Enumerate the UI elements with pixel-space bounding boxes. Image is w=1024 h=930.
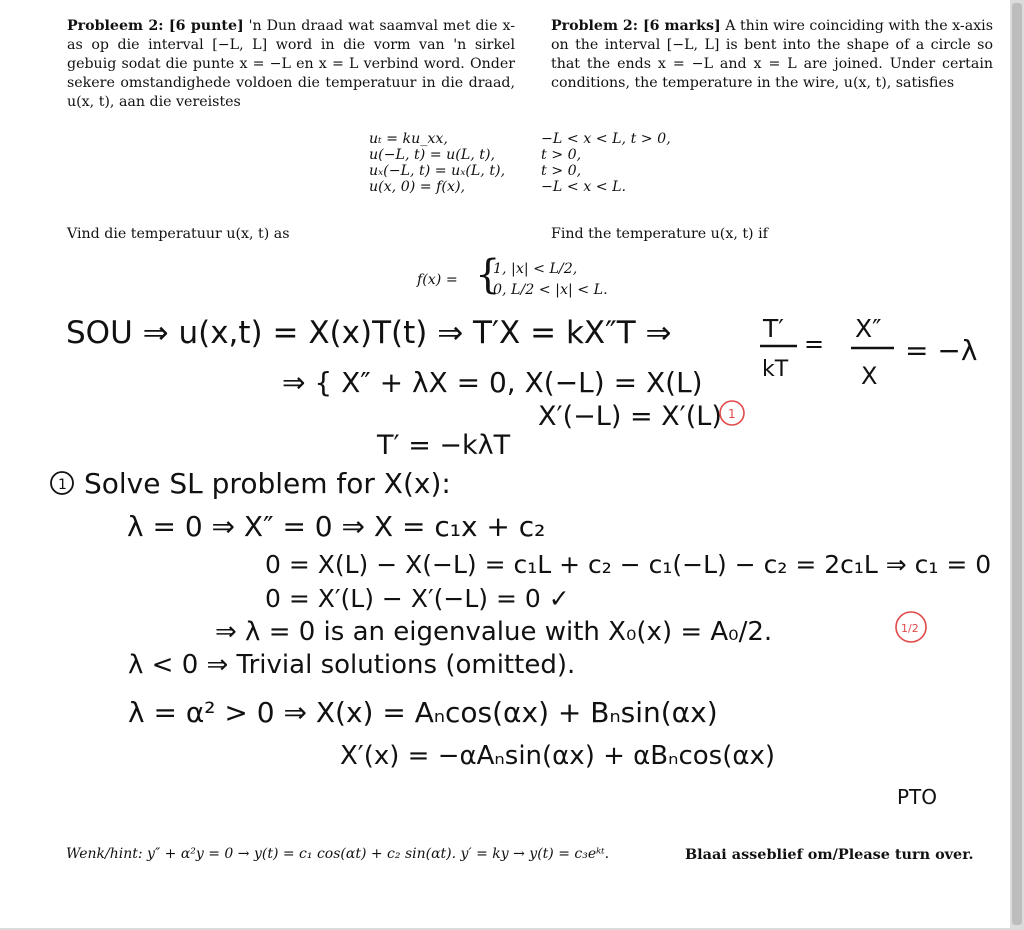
hw-mark-one: 1 [728,407,736,421]
hw-lambda-zero-bc1: 0 = X(L) − X(−L) = c₁L + c₂ − c₁(−L) − c₂ = 2c₁L ⇒ c₁ = 0 [265,550,992,579]
hw-mark-half: 1/2 [901,622,919,635]
hw-lambda-zero-bc2: 0 = X′(L) − X′(−L) = 0 ✓ [265,584,570,613]
hw-step-number: 1 [58,477,67,493]
hw-lambda-negative-case: λ < 0 ⇒ Trivial solutions (omitted). [128,650,576,680]
problem-heading-af: Probleem 2: [6 punte] [67,18,244,34]
hw-eigenvalue-zero: ⇒ λ = 0 is an eigenvalue with X₀(x) = A₀/2. [215,617,773,647]
hw-lambda-positive-case: λ = α² > 0 ⇒ X(x) = Aₙcos(αx) + Bₙsin(αx) [128,696,718,729]
hw-frac-denominator: X [861,362,878,390]
problem-text-af: 'n Dun draad wat saamval met die x-as op die interval [−L, L] word in die vorm van 'n sirkel gebuig sodat die punte x = −L en x = L verbind word. Onder sekere omstandighede voldoen die temperatuur in die draad, u(x, t), aan die vereistes [67,18,515,110]
hw-frac-numerator: X″ [855,314,882,343]
pde-condition: −L < x < L, t > 0, [541,131,671,147]
hw-lambda-zero-case: λ = 0 ⇒ X″ = 0 ⇒ X = c₁x + c₂ [127,510,546,543]
piecewise-case: 1, |x| < L/2, [493,261,578,277]
pde-equation: uₓ(−L, t) = uₓ(L, t), [369,163,506,179]
pde-condition: −L < x < L. [541,179,627,195]
problem-text-en: A thin wire coinciding with the x-axis on the interval [−L, L] is bent into the shape of a circle so that the ends x = −L and x = L are joined. Under certain conditions, the temperature in the wire, u(x, t), satisfies [551,18,993,91]
hw-time-equation: T′ = −kλT [377,430,511,461]
hw-equals: = [804,330,825,358]
pde-equation: uₜ = ku_xx, [369,131,448,147]
hw-derivative: X′(x) = −αAₙsin(αx) + αBₙcos(αx) [340,741,776,771]
hw-frac-numerator: T′ [763,314,784,343]
pde-equation: u(x, 0) = f(x), [369,179,465,195]
hw-please-turn-over: PTO [897,785,938,809]
piecewise-lhs: f(x) = [417,272,458,288]
hw-sl-derivative-bc: X′(−L) = X′(L) [538,401,722,432]
hw-step-heading: Solve SL problem for X(x): [84,467,451,500]
problem-heading-en: Problem 2: [6 marks] [551,18,721,34]
hw-minus-lambda: = −λ [905,334,978,367]
find-prompt-af: Vind die temperatuur u(x, t) as [67,226,290,242]
pde-condition: t > 0, [541,163,582,179]
hw-sl-system: ⇒ { X″ + λX = 0, X(−L) = X(L) [282,366,703,399]
turn-over-footer: Blaai asseblief om/Please turn over. [685,846,974,863]
piecewise-case: 0, L/2 < |x| < L. [493,282,608,298]
scrollbar-thumb[interactable] [1012,3,1022,925]
hw-separation-of-variables: SOU ⇒ u(x,t) = X(x)T(t) ⇒ T′X = kX″T ⇒ [66,315,672,351]
hint-footer: Wenk/hint: y″ + α²y = 0 → y(t) = c₁ cos(αt) + c₂ sin(αt). y′ = ky → y(t) = c₃eᵏᵗ. [66,846,610,862]
pde-condition: t > 0, [541,147,582,163]
hw-frac-denominator: kT [762,357,789,382]
pde-equation: u(−L, t) = u(L, t), [369,147,496,163]
find-prompt-en: Find the temperature u(x, t) if [551,226,768,242]
scrollbar[interactable] [1010,0,1024,930]
left-brace-icon: { [475,252,501,298]
